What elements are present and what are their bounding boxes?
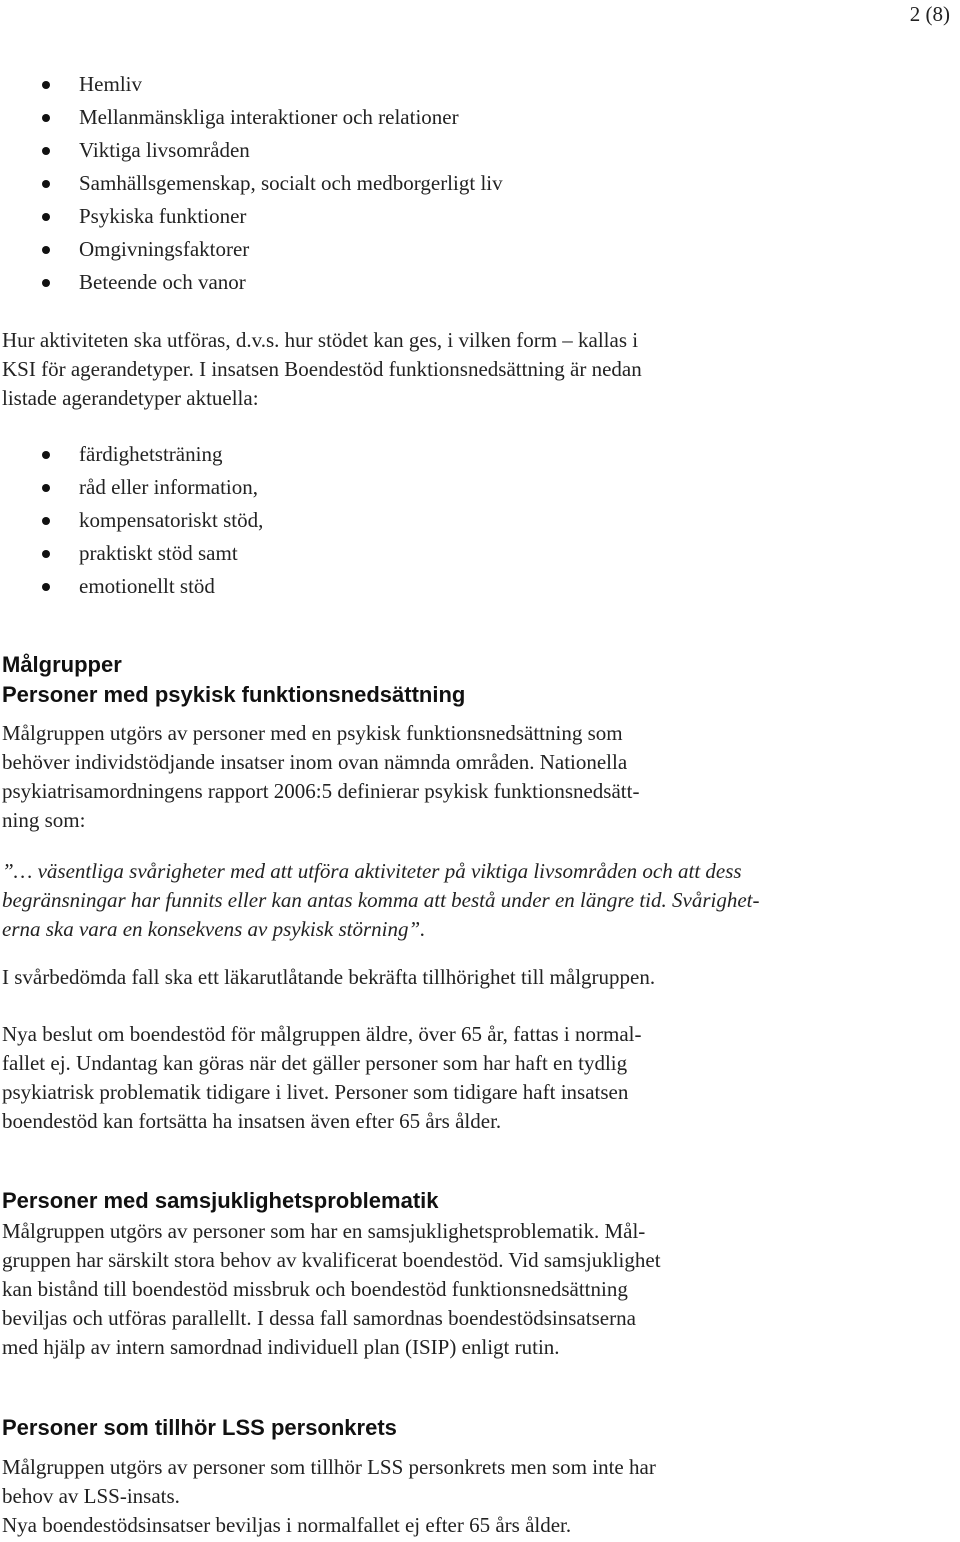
- samsjuklighet-paragraph: Målgruppen utgörs av personer som har en samsjuklighetsproblematik. Mål- gruppen har särskilt stora behov av kvalificerat boendestöd. Vid samsjuklighet kan bistånd till boendestöd missbruk och boendestöd funktionsnedsättning beviljas och utföras parallellt. I dessa fall samordnas boendestödsinsatserna med hjälp av intern samordnad individuell plan (ISIP) enligt rutin.: [2, 1219, 661, 1359]
- bullet-icon: [42, 180, 50, 188]
- bullet-icon: [42, 484, 50, 492]
- page-number: 2 (8): [909, 2, 950, 26]
- life-areas-list: [0, 68, 503, 299]
- list-item: Omgivningsfaktorer: [0, 233, 503, 266]
- list-item: praktiskt stöd samt: [0, 537, 263, 570]
- bullet-icon: [42, 213, 50, 221]
- bullet-icon: [42, 246, 50, 254]
- lss-paragraph: Målgruppen utgörs av personer som tillhör LSS personkrets men som inte har behov av LSS-insats. Nya boendestödsinsatser beviljas i normalfallet ej efter 65 års ålder.: [2, 1455, 656, 1537]
- list-item: Psykiska funktioner: [0, 200, 503, 233]
- list-item: färdighetsträning: [0, 438, 263, 471]
- agerandetyper-paragraph: Hur aktiviteten ska utföras, d.v.s. hur stödet kan ges, i vilken form – kallas i KSI för agerandetyper. I insatsen Boendestöd funktionsnedsättning är nedan listade agerandetyper aktuella:: [2, 328, 642, 410]
- definition-quote: ”… väsentliga svårigheter med att utföra aktiviteter på viktiga livsområden och att dess begränsningar har funnits eller kan antas komma att bestå under en längre tid. Svårighet- erna ska vara en konsekvens av psykisk störning”.: [2, 859, 760, 941]
- bullet-icon: [42, 114, 50, 122]
- list-item: Samhällsgemenskap, socialt och medborgerligt liv: [0, 167, 503, 200]
- bullet-icon: [42, 81, 50, 89]
- aldre-paragraph: Nya beslut om boendestöd för målgruppen äldre, över 65 år, fattas i normal- fallet ej. Undantag kan göras när det gäller personer som har haft en tydlig psykiatrisk problematik tidigare i livet. Personer som tidigare haft insatsen boendestöd kan fortsätta ha insatsen även efter 65 års ålder.: [2, 1022, 642, 1133]
- list-item: råd eller information,: [0, 471, 263, 504]
- list-item: Mellanmänskliga interaktioner och relationer: [0, 101, 503, 134]
- list-item: Beteende och vanor: [0, 266, 503, 299]
- heading-lss: Personer som tillhör LSS personkrets: [2, 1415, 397, 1440]
- heading-psykisk-funktionsnedsattning: Personer med psykisk funktionsnedsättning: [2, 682, 466, 707]
- bullet-icon: [42, 451, 50, 459]
- list-item: Hemliv: [0, 68, 503, 101]
- section-heading-malgrupper: Målgrupper: [2, 652, 122, 677]
- list-item: Viktiga livsområden: [0, 134, 503, 167]
- agerandetyper-list: [0, 438, 263, 603]
- bullet-icon: [42, 550, 50, 558]
- bullet-icon: [42, 147, 50, 155]
- psykisk-paragraph: Målgruppen utgörs av personer med en psykisk funktionsnedsättning som behöver individstödjande insatser inom ovan nämnda områden. Nationella psykiatrisamordningens rapport 2006:5 definierar psykisk funktionsnedsätt- ning som:: [2, 721, 640, 832]
- heading-samsjuklighet: Personer med samsjuklighetsproblematik: [2, 1188, 439, 1213]
- lakarutlatande-paragraph: I svårbedömda fall ska ett läkarutlåtande bekräfta tillhörighet till målgruppen.: [2, 965, 656, 989]
- bullet-icon: [42, 279, 50, 287]
- list-item: kompensatoriskt stöd,: [0, 504, 263, 537]
- bullet-icon: [42, 583, 50, 591]
- bullet-icon: [42, 517, 50, 525]
- list-item: emotionellt stöd: [0, 570, 263, 603]
